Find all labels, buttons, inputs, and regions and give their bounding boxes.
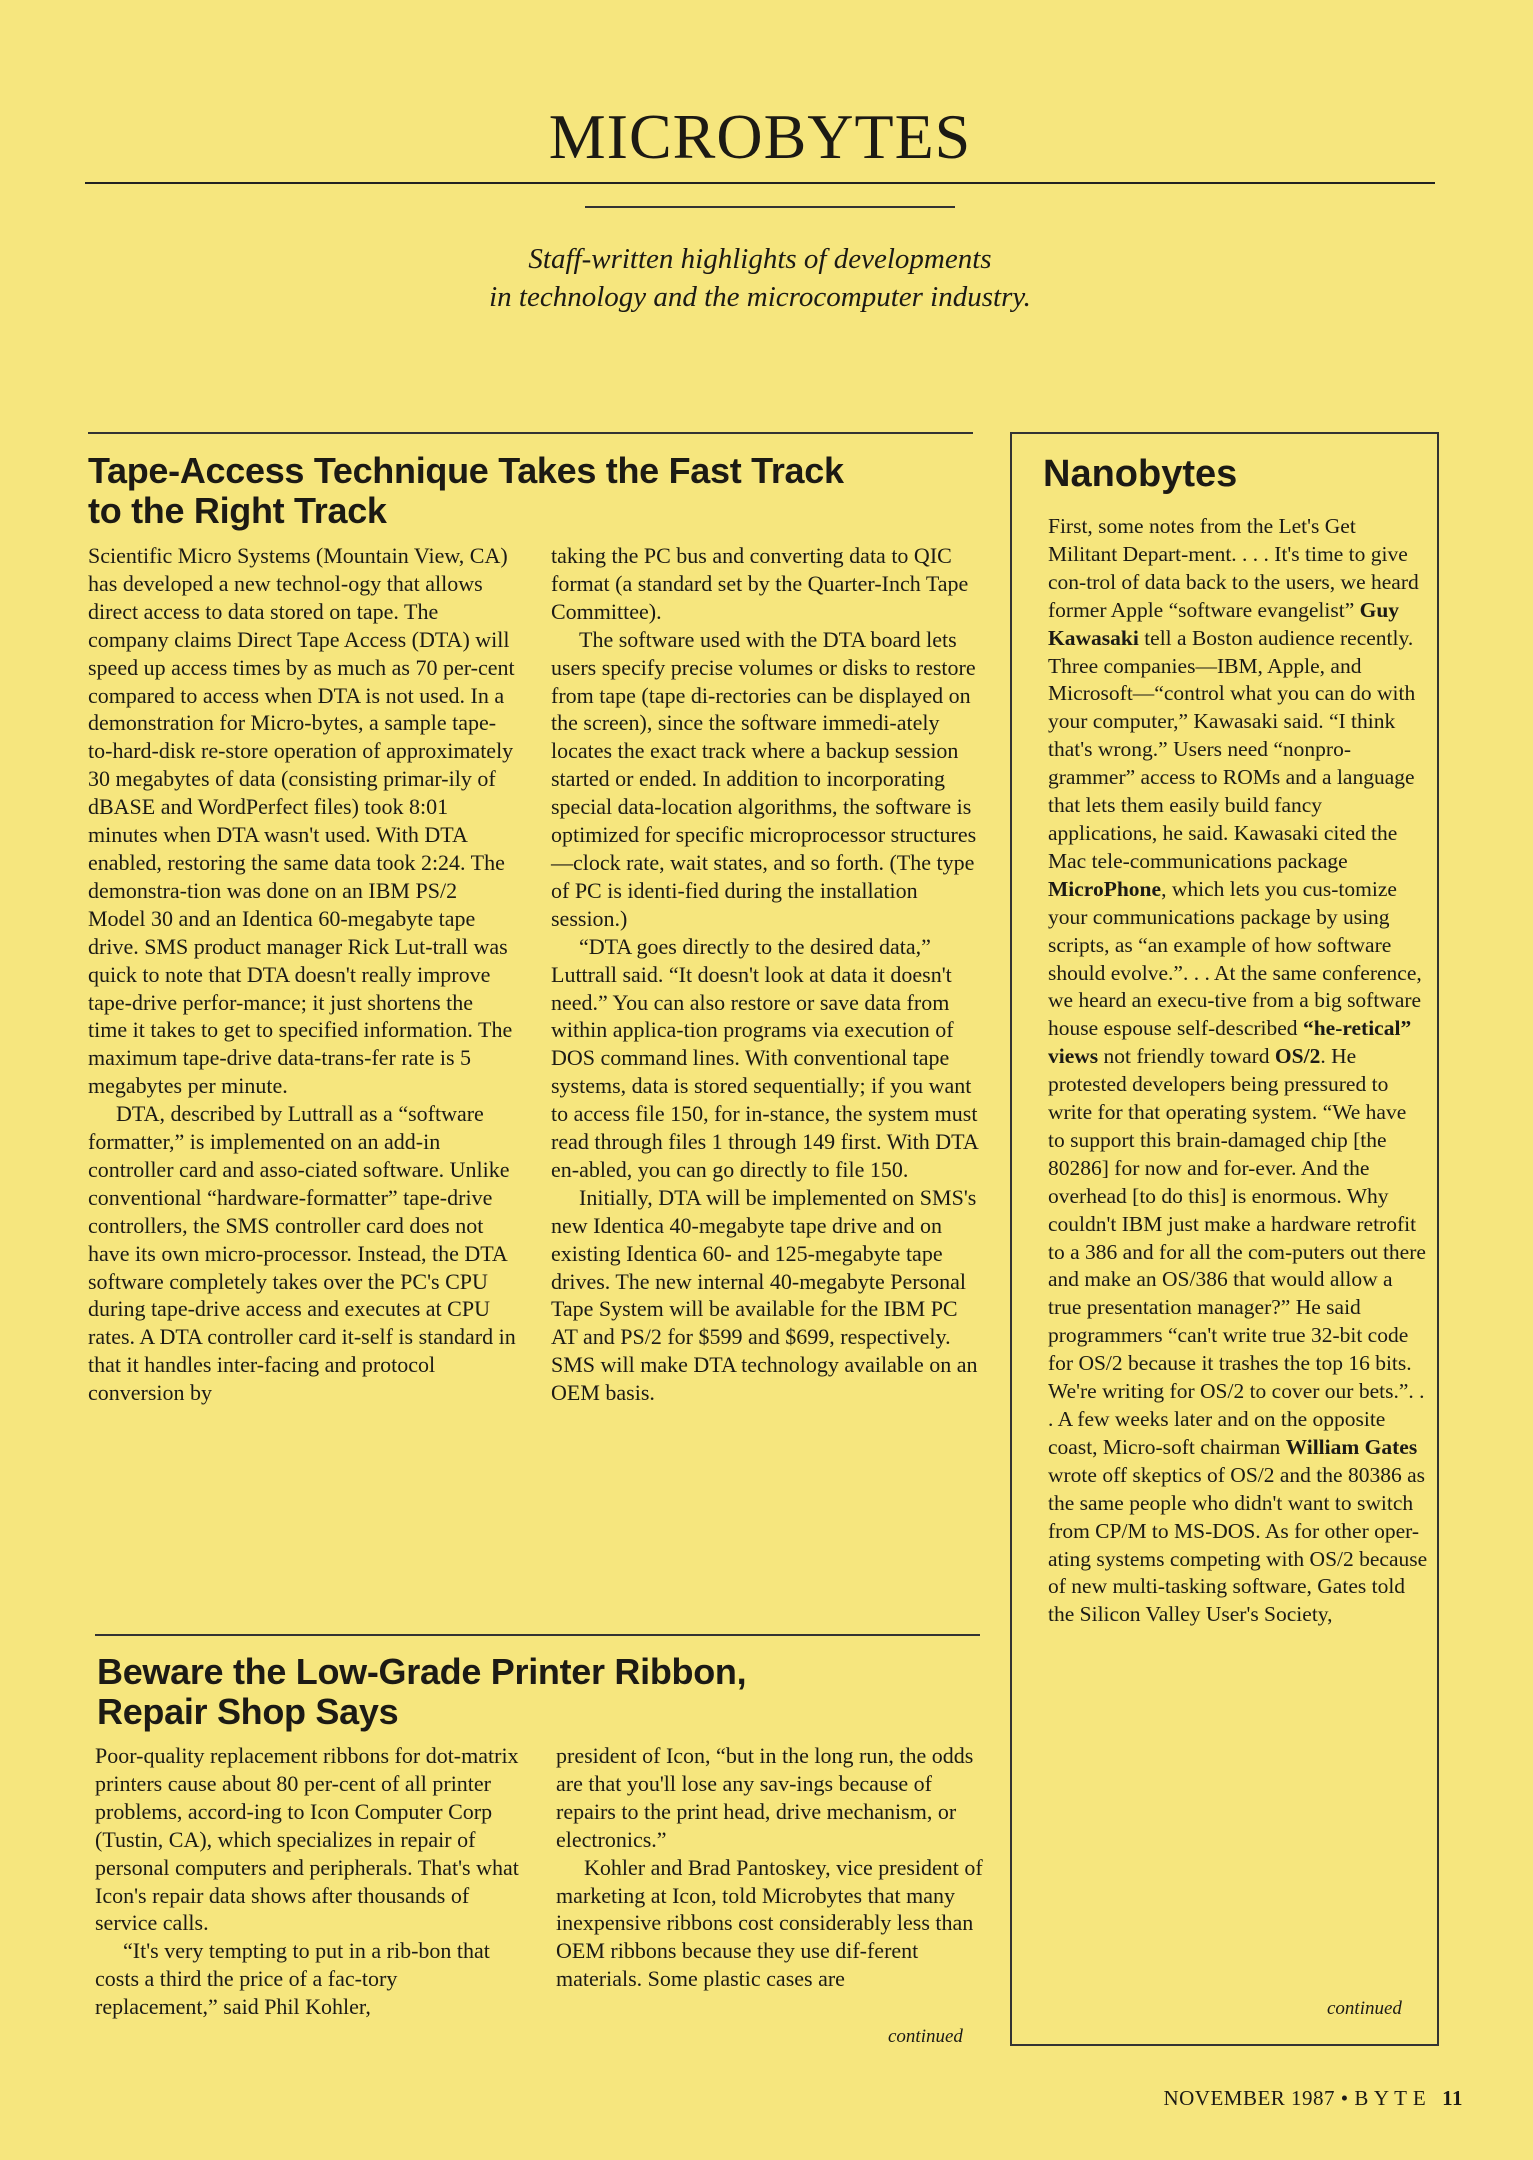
paragraph: Kohler and Brad Pantoskey, vice president of marketing at Icon, told Microbytes that many inexpensive ribbons cost considerably less than OEM ribbons because they use dif-ferent materials. Some plastic cases are (556, 1854, 983, 1992)
article-rule (88, 432, 973, 434)
tagline-line-2: in technology and the microcomputer industry. (489, 281, 1031, 313)
text-run: . He protested developers being pressured to write for that operating system. “We have to support this brain-damaged chip [the 80286] for now and for-ever. And the overhead [to do this] is enormous. Why couldn't IBM just make a hardware retrofit to a 386 and for all the com-puters out there and make an OS/386 that would allow a true presentation manager?” He said programmers “can't write true 32-bit code for OS/2 because it trashes the top 16 bits. We're writing for OS/2 to cover our bets.”. . . A few weeks later and on the opposite coast, Micro-soft chairman (1048, 1044, 1426, 1459)
page-number: 11 (1442, 2086, 1463, 2110)
section-title: MICROBYTES (548, 101, 972, 172)
paragraph: “It's very tempting to put in a rib-bon that costs a third the price of a fac-tory replacement,” said Phil Kohler, (95, 1938, 490, 2020)
section-tagline (85, 240, 1435, 316)
paragraph: The software used with the DTA board lets users specify precise volumes or disks to restore from tape (tape di-rectories can be displayed on the screen), since the software immedi-ately locates the exact track where a backup session started or ended. In addition to incorporating special data-location algorithms, the software is optimized for specific microprocessor structures—clock rate, wait states, and so forth. (The type of PC is identi-fied during the installation session.) (551, 626, 977, 931)
headline-line-1: Tape-Access Technique Takes the Fast Track (88, 450, 844, 491)
article-column-2 (551, 542, 979, 1407)
text-run: not friendly toward (1098, 1044, 1275, 1069)
paragraph: taking the PC bus and converting data to QIC format (a standard set by the Quarter-Inch Tape Committee). (551, 543, 969, 624)
paragraph: “DTA goes directly to the desired data,” Luttrall said. “It doesn't look at data it doesn't need.” You can also restore or save data from within applica-tion programs via execution of DOS command lines. With conventional tape systems, data is stored sequentially; if you want to access file 150, for in-stance, the system must read through files 1 through 149 first. With DTA en-abled, you can go directly to file 150. (551, 933, 978, 1182)
article-column-1 (88, 542, 516, 1407)
paragraph: DTA, described by Luttrall as a “software formatter,” is implemented on an add-in controller card and asso-ciated software. Unlike conventional “hardware-formatter” tape-drive controllers, the SMS controller card does not have its own micro-processor. Instead, the DTA software completely takes over the PC's CPU during tape-drive access and executes at CPU rates. A DTA controller card it-self is standard in that it handles inter-facing and protocol conversion by (88, 1101, 516, 1406)
issue-line: NOVEMBER 1987 • B Y T E (1163, 2086, 1427, 2110)
article-headline (97, 1652, 977, 1732)
text-run: tell a Boston audience recently. Three companies—IBM, Apple, and Microsoft—“control what you can do with your computer,” Kawasaki said. “I think that's wrong.” Users need “nonpro-grammer” access to ROMs and a language that lets them easily build fancy applications, he said. Kawasaki cited the Mac tele-communications package (1048, 625, 1416, 873)
page-footer (1163, 2086, 1463, 2111)
bold-name: Guy Kawasaki (1048, 597, 1400, 650)
headline-line-2: Repair Shop Says (97, 1691, 399, 1732)
text-run: First, some notes from the Let's Get Militant Depart-ment. . . . It's time to give con-trol of data back to the users, we heard former Apple “software evangelist” (1048, 514, 1419, 622)
header-rule (85, 182, 1435, 184)
continued-label: continued (888, 2026, 963, 2047)
text-run: , which lets you cus-tomize your communications package by using scripts, as “an example of how software should evolve.”. . . At the same conference, we heard an execu-tive from a big software house espouse self-described (1048, 876, 1422, 1041)
headline-line-2: to the Right Track (88, 490, 387, 531)
bold-name: MicroPhone (1048, 876, 1162, 901)
paragraph: Scientific Micro Systems (Mountain View, CA) has developed a new technol-ogy that allows direct access to data stored on tape. The company claims Direct Tape Access (DTA) will speed up access times by as much as 70 per-cent compared to access when DTA is not used. In a demonstration for Micro-bytes, a sample tape-to-hard-disk re-store operation of approximately 30 megabytes of data (consisting primar-ily of dBASE and WordPerfect files) took 8:01 minutes when DTA wasn't used. With DTA enabled, restoring the same data took 2:24. The demonstra-tion was done on an IBM PS/2 Model 30 and an Identica 60-megabyte tape drive. SMS product manager Rick Lut-trall was quick to note that DTA doesn't really improve tape-drive perfor-mance; it just shortens the time it takes to get to specified information. The maximum tape-drive data-trans-fer rate is 5 megabytes per minute. (88, 543, 515, 1099)
sidebar-title: Nanobytes (1043, 453, 1238, 495)
sidebar-body (1048, 513, 1428, 1629)
bold-name: William Gates (1285, 1434, 1418, 1459)
tagline-line-1: Staff-written highlights of developments (528, 243, 992, 275)
paragraph: president of Icon, “but in the long run, the odds are that you'll lose any sav-ings because of repairs to the print head, drive mechanism, or electronics.” (556, 1743, 974, 1852)
article-rule (95, 1634, 980, 1636)
paragraph: Poor-quality replacement ribbons for dot-matrix printers cause about 80 per-cent of all printer problems, accord-ing to Icon Computer Corp (Tustin, CA), which specializes in repair of personal computers and peripherals. That's what Icon's repair data shows after thousands of service calls. (95, 1743, 519, 1936)
headline-line-1: Beware the Low-Grade Printer Ribbon, (97, 1651, 747, 1692)
header-short-rule (585, 206, 955, 208)
article-headline (88, 451, 988, 531)
article-column-1 (95, 1742, 523, 2021)
text-run: wrote off skeptics of OS/2 and the 80386 as the same people who didn't want to switch from CP/M to MS-DOS. As for other oper-ating systems competing with OS/2 because of new multi-tasking software, Gates told the Silicon Valley User's Society, (1048, 1462, 1428, 1627)
paragraph: Initially, DTA will be implemented on SMS's new Identica 40-megabyte tape drive and on existing Identica 60- and 125-megabyte tape drives. The new internal 40-megabyte Personal Tape System will be available for the IBM PC AT and PS/2 for $599 and $699, respectively. SMS will make DTA technology available on an OEM basis. (551, 1184, 978, 1406)
sidebar-continued-label: continued (1327, 1998, 1402, 2019)
article-column-2 (556, 1742, 984, 1993)
bold-name: “he-retical” views (1048, 1016, 1412, 1069)
bold-name: OS/2 (1274, 1044, 1321, 1069)
paragraph (1048, 513, 1428, 1629)
